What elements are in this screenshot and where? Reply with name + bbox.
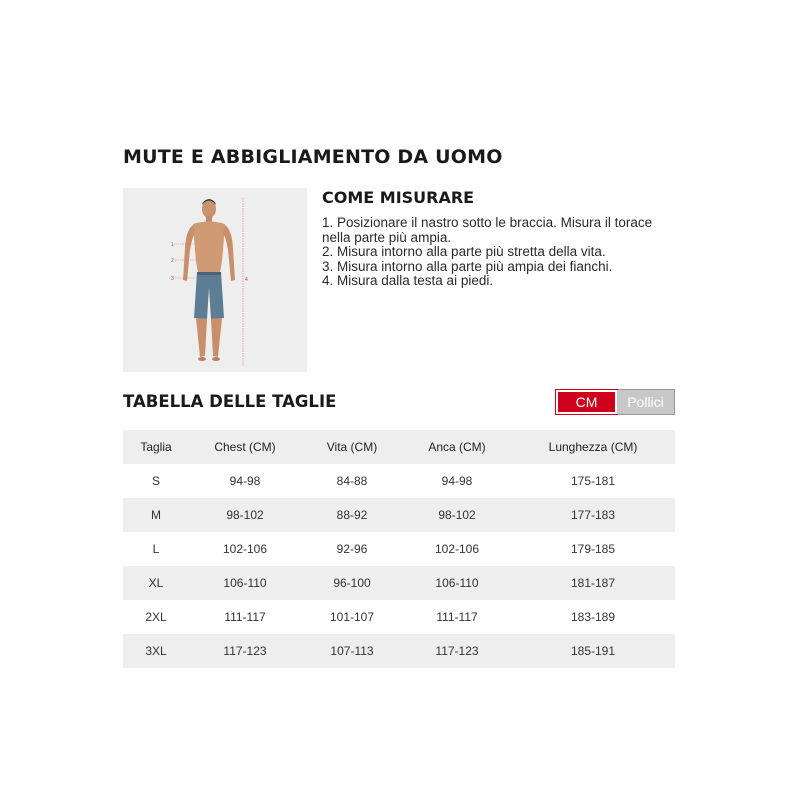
man-figure-illustration bbox=[123, 188, 307, 372]
marker-3: 3 bbox=[171, 276, 174, 282]
unit-inches-button[interactable]: Pollici bbox=[617, 390, 674, 414]
table-cell: 3XL bbox=[123, 634, 189, 668]
table-cell: 183-189 bbox=[511, 600, 675, 634]
table-row bbox=[123, 634, 675, 668]
size-table bbox=[123, 430, 675, 668]
marker-4: 4 bbox=[245, 277, 248, 283]
table-cell: 94-98 bbox=[189, 464, 301, 498]
measure-steps-list bbox=[322, 216, 682, 289]
table-row bbox=[123, 566, 675, 600]
unit-toggle bbox=[555, 389, 675, 415]
table-cell: 102-106 bbox=[403, 532, 511, 566]
table-cell: 102-106 bbox=[189, 532, 301, 566]
table-cell: 117-123 bbox=[189, 634, 301, 668]
table-row bbox=[123, 498, 675, 532]
measure-step: 1. Posizionare il nastro sotto le braccia. Misura il torace nella parte più ampia. bbox=[322, 215, 653, 245]
table-header-row bbox=[123, 430, 675, 464]
table-cell: XL bbox=[123, 566, 189, 600]
table-cell: 98-102 bbox=[403, 498, 511, 532]
measure-step: 2. Misura intorno alla parte più stretta della vita. bbox=[322, 244, 606, 259]
table-cell: 177-183 bbox=[511, 498, 675, 532]
table-cell: 181-187 bbox=[511, 566, 675, 600]
table-cell: 117-123 bbox=[403, 634, 511, 668]
table-cell: S bbox=[123, 464, 189, 498]
measurement-figure bbox=[123, 188, 307, 372]
marker-1: 1 bbox=[171, 242, 174, 248]
table-row bbox=[123, 600, 675, 634]
table-row bbox=[123, 464, 675, 498]
table-cell: 96-100 bbox=[301, 566, 403, 600]
table-cell: 101-107 bbox=[301, 600, 403, 634]
table-cell: 106-110 bbox=[189, 566, 301, 600]
table-cell: 92-96 bbox=[301, 532, 403, 566]
table-cell: 111-117 bbox=[403, 600, 511, 634]
marker-2: 2 bbox=[171, 258, 174, 264]
page-title: MUTE E ABBIGLIAMENTO DA UOMO bbox=[123, 146, 503, 168]
table-cell: 107-113 bbox=[301, 634, 403, 668]
table-cell: 185-191 bbox=[511, 634, 675, 668]
table-row bbox=[123, 532, 675, 566]
table-cell: 2XL bbox=[123, 600, 189, 634]
header-hip: Anca (CM) bbox=[403, 430, 511, 464]
table-cell: 98-102 bbox=[189, 498, 301, 532]
header-size: Taglia bbox=[123, 430, 189, 464]
header-waist: Vita (CM) bbox=[301, 430, 403, 464]
size-chart-title: TABELLA DELLE TAGLIE bbox=[123, 392, 337, 411]
table-cell: 94-98 bbox=[403, 464, 511, 498]
table-cell: 84-88 bbox=[301, 464, 403, 498]
table-cell: 175-181 bbox=[511, 464, 675, 498]
table-cell: 88-92 bbox=[301, 498, 403, 532]
header-chest: Chest (CM) bbox=[189, 430, 301, 464]
unit-cm-button[interactable]: CM bbox=[556, 390, 617, 414]
table-cell: L bbox=[123, 532, 189, 566]
measure-step: 3. Misura intorno alla parte più ampia dei fianchi. bbox=[322, 258, 613, 274]
table-cell: 111-117 bbox=[189, 600, 301, 634]
table-cell: M bbox=[123, 498, 189, 532]
table-cell: 106-110 bbox=[403, 566, 511, 600]
header-length: Lunghezza (CM) bbox=[511, 430, 675, 464]
measure-step: 4. Misura dalla testa ai piedi. bbox=[322, 273, 494, 288]
table-cell: 179-185 bbox=[511, 532, 675, 566]
how-to-measure-title: COME MISURARE bbox=[322, 188, 475, 207]
